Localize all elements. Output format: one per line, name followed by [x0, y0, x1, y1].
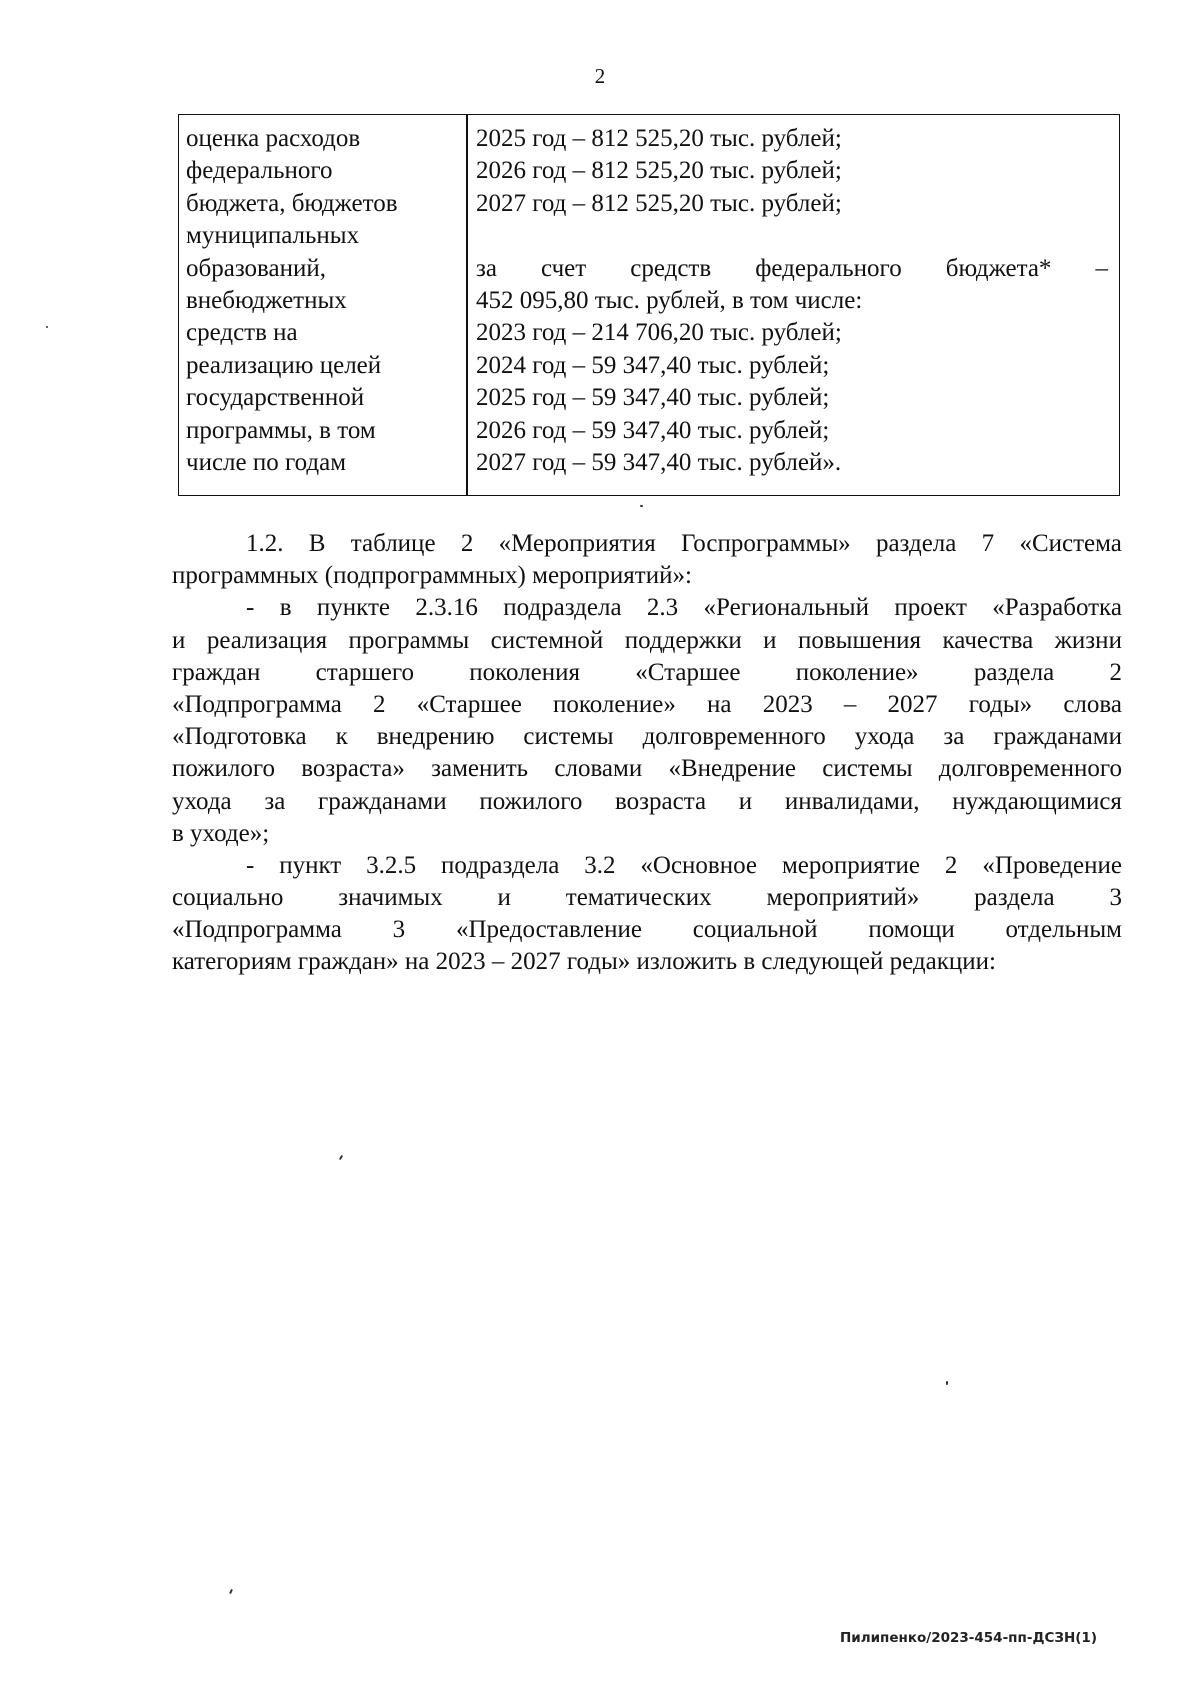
word: за	[264, 787, 286, 815]
word: федерального	[755, 254, 902, 282]
word: программы	[348, 626, 470, 654]
paragraph-line	[172, 625, 1122, 657]
word: старшего	[315, 658, 414, 686]
word: 2.3	[646, 594, 679, 622]
word: и	[497, 884, 511, 912]
word: поколения	[469, 658, 581, 686]
word: помощи	[868, 916, 955, 944]
word: 7	[981, 530, 995, 557]
paragraph-line	[172, 786, 1122, 818]
word: «Подготовка	[172, 723, 307, 751]
word: 2	[1109, 658, 1122, 686]
scan-speck	[946, 1381, 948, 1385]
table-right-line: 2026 год – 59 347,40 тыс. рублей;	[476, 416, 830, 444]
scan-speck	[229, 1589, 233, 1594]
word: долговременного	[938, 755, 1122, 783]
table-left-cell	[186, 123, 458, 479]
word: внедрению	[376, 723, 495, 751]
word: счет	[541, 254, 587, 282]
table-left-line: федерального	[186, 157, 333, 185]
word: поколение»	[553, 690, 676, 718]
paragraph-line: программных (подпрограммных) мероприятий»:	[172, 562, 692, 590]
table-left-line: средств на	[186, 319, 298, 347]
word: 2	[373, 690, 386, 718]
word: реализация	[206, 626, 328, 654]
word: подраздела	[503, 594, 622, 622]
word: 2023	[762, 690, 813, 718]
word: раздела	[875, 530, 957, 557]
paragraph-line	[172, 882, 1122, 914]
table-left-line: внебюджетных	[186, 286, 347, 314]
word: мероприятие	[781, 851, 921, 879]
word: 2	[944, 851, 958, 879]
word: значимых	[338, 884, 443, 912]
word: и	[738, 787, 753, 815]
word: к	[335, 723, 348, 751]
paragraph-line: категориям граждан» на 2023 – 2027 годы» изложить в следующей редакции:	[172, 948, 996, 976]
word: ухода	[172, 787, 232, 815]
word: «Система	[1019, 530, 1122, 557]
table-left-line: реализацию целей	[186, 351, 382, 379]
paragraph-line	[172, 850, 1122, 882]
word: на	[707, 690, 732, 718]
word: качества	[942, 626, 1034, 654]
word: «Внедрение	[668, 755, 796, 783]
table-left-line: образований,	[186, 254, 327, 282]
word: гражданами	[993, 723, 1122, 751]
word: мероприятий»	[766, 884, 920, 912]
word: 3	[392, 916, 406, 944]
word: 3.2	[584, 851, 616, 879]
table-left-line: числе по годам	[186, 448, 347, 476]
paragraph-line	[172, 753, 1122, 785]
paragraph-line	[172, 657, 1122, 689]
scan-speck	[46, 326, 48, 328]
word: слова	[1063, 690, 1122, 718]
table-right-line: 2027 год – 812 525,20 тыс. рублей;	[476, 189, 842, 217]
word: ухода	[854, 723, 915, 751]
word: «Подпрограмма	[172, 690, 342, 718]
word: подраздела	[441, 851, 560, 879]
word: В	[308, 530, 326, 557]
table-left-line: бюджета, бюджетов	[186, 189, 398, 217]
word: социальной	[692, 916, 818, 944]
word: системы	[523, 723, 614, 751]
word: «Мероприятия	[498, 530, 656, 557]
word: заменить	[431, 755, 529, 783]
word: поколение»	[795, 658, 919, 686]
word: 2.3.16	[415, 594, 478, 622]
word: гражданами	[318, 787, 447, 815]
word: таблице	[350, 530, 436, 557]
footer-document-code: Пилипенко/2023-454-пп-ДСЗН(1)	[839, 1630, 1097, 1646]
word: нуждающимися	[952, 787, 1122, 815]
word: возраста»	[301, 755, 405, 783]
word: пожилого	[172, 755, 276, 783]
word: проект	[894, 594, 967, 622]
paragraph-line	[172, 721, 1122, 753]
body-text	[172, 528, 1122, 979]
scan-speck	[339, 1155, 343, 1160]
word: пожилого	[479, 787, 583, 815]
scan-speck	[640, 505, 643, 507]
table-right-line: 2025 год – 59 347,40 тыс. рублей;	[476, 384, 830, 412]
paragraph-line: в уходе»;	[172, 819, 270, 847]
word: раздела	[973, 658, 1055, 686]
table-left-line: государственной	[186, 384, 365, 412]
word: бюджета*	[945, 254, 1052, 282]
word: –	[1095, 254, 1108, 282]
word: Госпрограммы»	[681, 530, 851, 557]
word: поддержки	[624, 626, 742, 654]
word: системной	[490, 626, 604, 654]
page-number: 2	[594, 64, 606, 88]
word: инвалидами,	[784, 787, 920, 815]
word: жизни	[1054, 626, 1122, 654]
word: годы»	[968, 690, 1033, 718]
paragraph-line	[172, 592, 1122, 624]
budget-table	[178, 114, 1120, 496]
word: системы	[822, 755, 913, 783]
paragraph-line	[172, 528, 1122, 560]
table-divider	[466, 115, 468, 495]
word: «Подпрограмма	[172, 916, 342, 944]
paragraph	[172, 528, 1122, 592]
word: 2	[460, 530, 474, 557]
word: возраста	[615, 787, 707, 815]
word: за	[943, 723, 965, 751]
word: средств	[630, 254, 712, 282]
word: 3	[1109, 884, 1122, 912]
word: долговременного	[642, 723, 826, 751]
word: «Проведение	[982, 851, 1122, 879]
word: «Предоставление	[455, 916, 642, 944]
word: повышения	[797, 626, 922, 654]
word: «Разработка	[992, 594, 1122, 622]
paragraph-line	[172, 689, 1122, 721]
word: граждан	[172, 658, 261, 686]
word: -	[246, 594, 255, 622]
word: и	[763, 626, 777, 654]
table-right-line: 452 095,80 тыс. рублей, в том числе:	[476, 286, 863, 314]
word: 2027	[887, 690, 938, 718]
word: «Региональный	[703, 594, 869, 622]
word: в	[279, 594, 292, 622]
word: словами	[554, 755, 643, 783]
word: пункте	[316, 594, 390, 622]
word: 3.2.5	[366, 851, 417, 879]
table-right-line: 2026 год – 812 525,20 тыс. рублей;	[476, 157, 842, 185]
word: отдельным	[1005, 916, 1122, 944]
word: тематических	[565, 884, 712, 912]
word: -	[246, 851, 255, 879]
word: социально	[172, 884, 284, 912]
word: «Старшее	[416, 690, 522, 718]
table-left-line: оценка расходов	[186, 125, 361, 152]
paragraph	[172, 850, 1122, 979]
table-left-line: муниципальных	[186, 222, 360, 250]
table-right-line: 2027 год – 59 347,40 тыс. рублей».	[476, 448, 842, 476]
paragraph-line	[172, 914, 1122, 946]
table-right-line: 2025 год – 812 525,20 тыс. рублей;	[476, 125, 842, 152]
paragraph	[172, 592, 1122, 850]
table-left-line: программы, в том	[186, 416, 376, 444]
word: раздела	[974, 884, 1055, 912]
table-blank-line	[476, 220, 1108, 252]
table-right-line	[476, 253, 1108, 285]
word: пункт	[279, 851, 342, 879]
table-right-line: 2024 год – 59 347,40 тыс. рублей;	[476, 351, 830, 379]
word: за	[476, 254, 497, 282]
word: –	[843, 690, 857, 718]
word: «Основное	[640, 851, 758, 879]
table-right-line: 2023 год – 214 706,20 тыс. рублей;	[476, 319, 842, 347]
word: «Старшее	[635, 658, 741, 686]
table-right-cell	[476, 123, 1108, 479]
word: 1.2.	[246, 530, 284, 557]
word: и	[172, 626, 186, 654]
